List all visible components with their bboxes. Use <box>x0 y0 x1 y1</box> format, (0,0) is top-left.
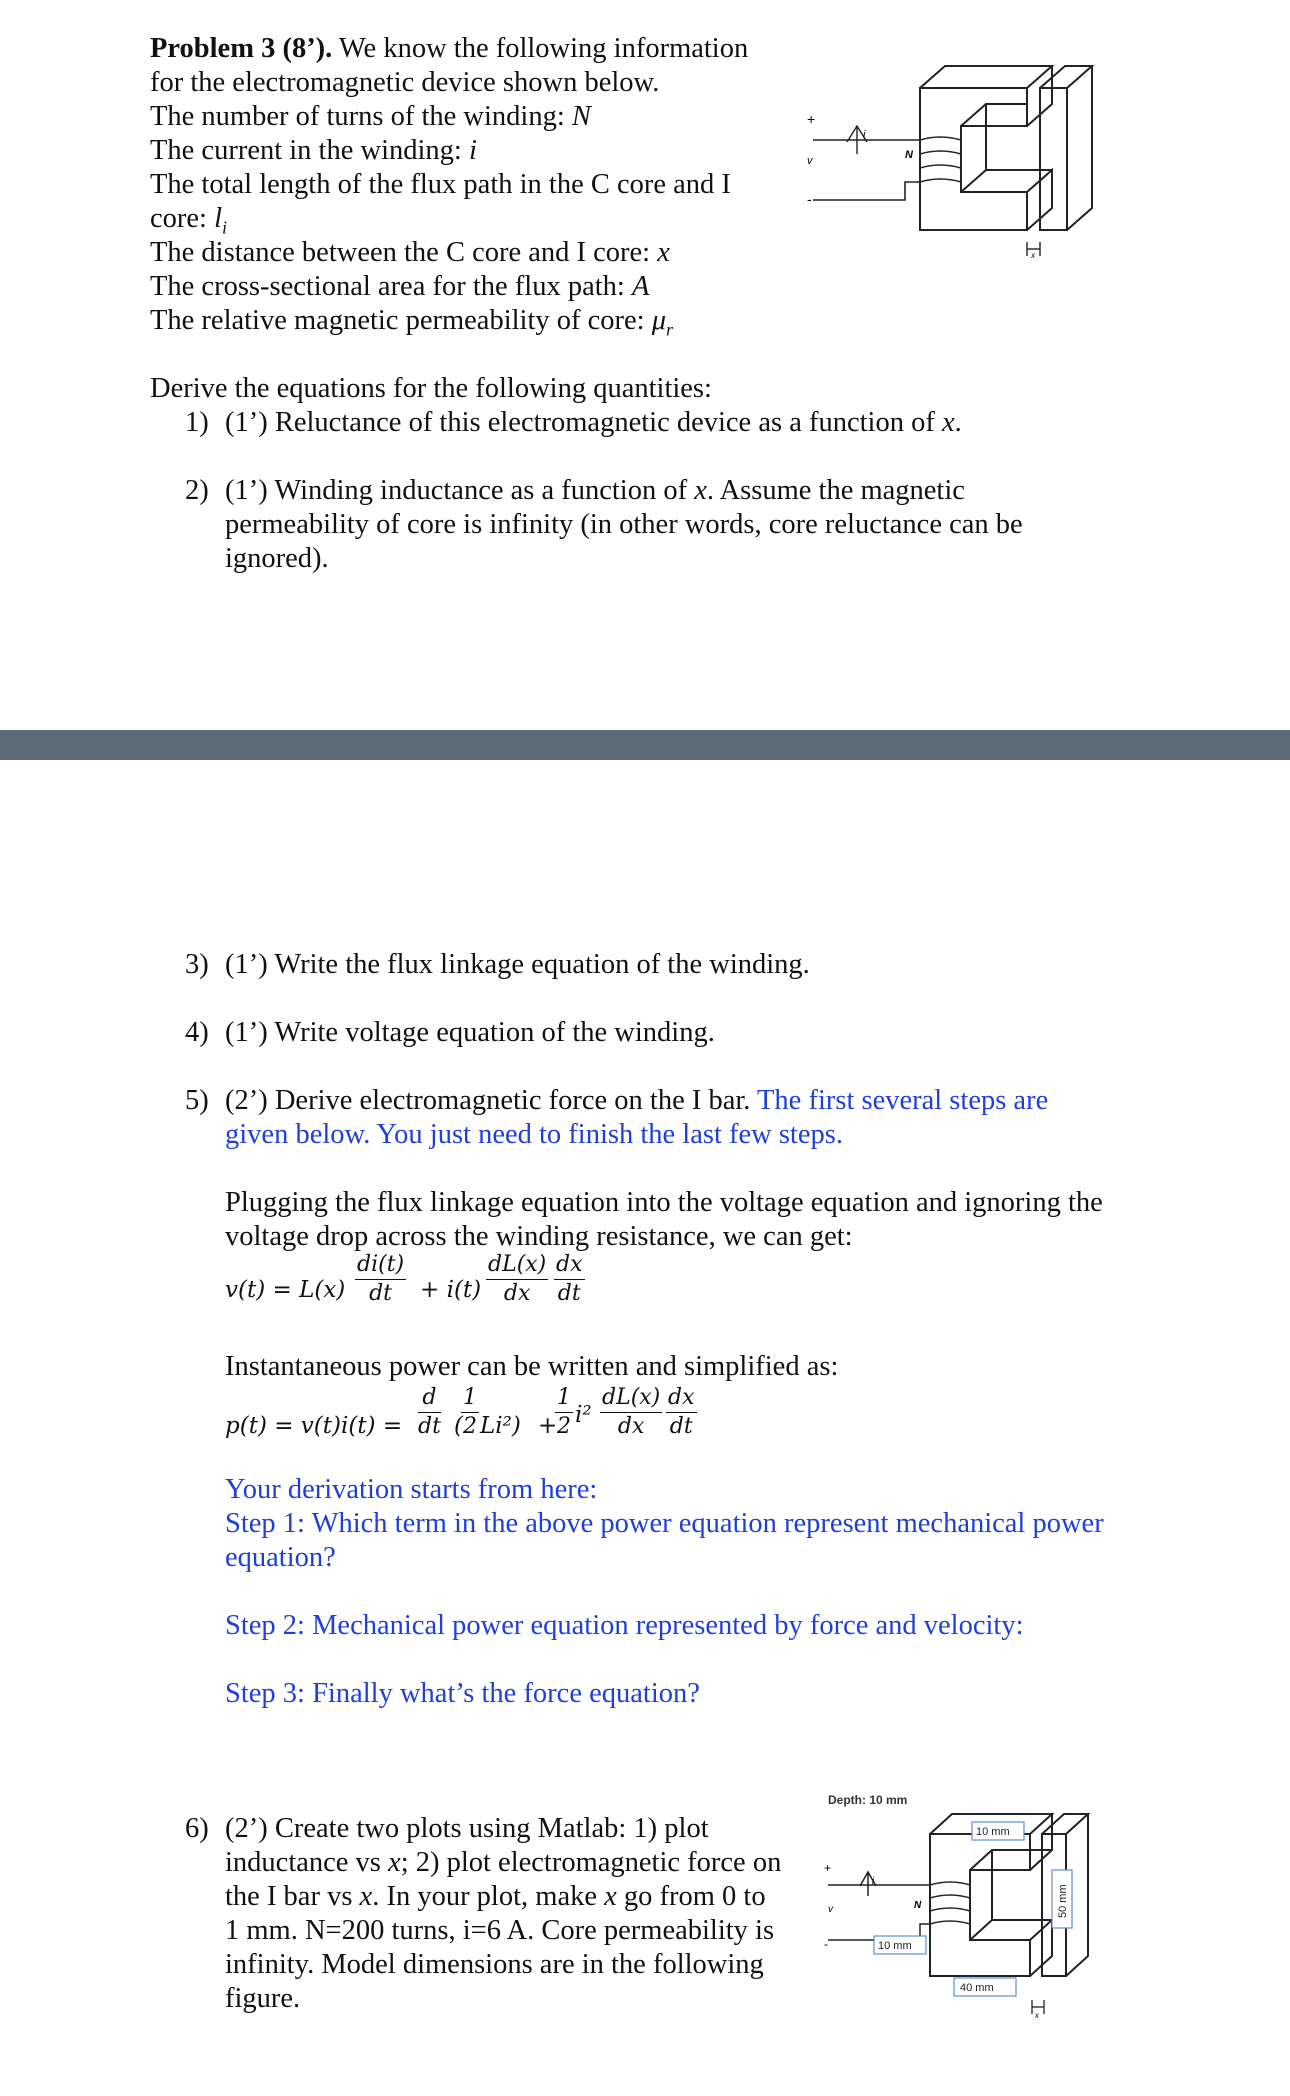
eq1-f3-den: dt <box>557 1281 581 1306</box>
q5-text-a: (2’) Derive electromagnetic force on the I bar. <box>225 1085 758 1116</box>
gap-label: x <box>1031 251 1035 260</box>
minus-terminal-2: - <box>824 1937 828 1951</box>
current-label-2: i <box>872 1876 875 1887</box>
eq1-f3-num: dx <box>554 1251 585 1280</box>
electromagnet-diagram <box>795 30 1135 270</box>
q5-start: Your derivation starts from here: <box>225 1474 598 1505</box>
length-subscript: i <box>222 217 228 238</box>
eq2-f2-num: 1 <box>461 1384 479 1413</box>
distance-symbol: x <box>657 237 670 268</box>
area-label: The cross-sectional area for the flux path: <box>150 271 632 302</box>
eq2-f2-den: 2 <box>463 1414 477 1439</box>
q2-line1b: . Assume the magnetic <box>706 475 965 506</box>
q6-line3 <box>225 1880 766 1914</box>
eq2-f3-num: 1 <box>555 1384 573 1413</box>
q1-x: x <box>941 407 955 438</box>
i-bar-front <box>1040 88 1067 230</box>
distance-line <box>150 236 670 270</box>
current-label-diagram: i <box>863 129 866 141</box>
area-line <box>150 270 649 304</box>
eq2-f4-num: dL(x) <box>600 1384 662 1413</box>
winding-coil <box>813 137 961 200</box>
dim-bottom-label: 40 mm <box>960 1982 994 1994</box>
q3-number: 3) <box>185 949 209 980</box>
q6-number: 6) <box>185 1813 209 1844</box>
q5-step3: Step 3: Finally what’s the force equation? <box>225 1678 700 1709</box>
eq2-frac-half-a <box>461 1384 479 1441</box>
q6-x3: x <box>604 1881 617 1912</box>
q6-line6: figure. <box>225 1983 301 2014</box>
eq1-mid: + i(t) <box>420 1277 482 1303</box>
eq1-lhs: v(t) = L(x) <box>225 1277 346 1303</box>
q2-number: 2) <box>185 475 209 506</box>
q5-text-c: given below. You just need to finish the last few steps. <box>225 1119 843 1150</box>
eq2-paren: ( <box>454 1413 463 1439</box>
turns-symbol: N <box>571 101 591 132</box>
eq2-frac-d-dt <box>418 1384 441 1441</box>
q5-line1 <box>225 1084 1048 1118</box>
q6-line2 <box>225 1846 781 1880</box>
voltage-label: v <box>807 155 813 167</box>
c-core <box>920 66 1052 230</box>
problem-title-line <box>150 32 748 66</box>
problem-intro-1: We know the following information <box>332 33 749 64</box>
turns-label-diagram: N <box>905 149 913 161</box>
q6-line5: infinity. Model dimensions are in the following <box>225 1949 764 1980</box>
c-core-front <box>920 88 1027 230</box>
q6-line3b: . In your plot, make <box>372 1881 605 1912</box>
eq2-lhs: p(t) = v(t)i(t) = <box>225 1413 403 1439</box>
q4-number: 4) <box>185 1017 209 1048</box>
minus-terminal: - <box>807 191 812 207</box>
q5-step1-2: equation? <box>225 1542 336 1573</box>
current-label: The current in the winding: <box>150 135 469 166</box>
eq1-f1-num: di(t) <box>355 1251 406 1280</box>
eq1-frac-dx-dt <box>554 1251 585 1308</box>
q6-line3a: the I bar vs <box>225 1881 360 1912</box>
q5-power-text: Instantaneous power can be written and simplified as: <box>225 1351 839 1382</box>
length-label-1: The total length of the flux path in the C core and I <box>150 169 731 200</box>
eq1-f2-den: dx <box>503 1281 531 1306</box>
q6-x1: x <box>388 1847 401 1878</box>
q6-line2b: ; 2) plot electromagnetic force on <box>400 1847 782 1878</box>
dim-right-label: 50 mm <box>1057 1884 1069 1918</box>
gap-label-2: x <box>1035 2011 1039 2020</box>
q6-line4: 1 mm. N=200 turns, i=6 A. Core permeability is <box>225 1915 775 1946</box>
winding-coil-2 <box>828 1872 970 1940</box>
q6-line1: (2’) Create two plots using Matlab: 1) plot <box>225 1813 709 1844</box>
q1-body: (1’) Reluctance of this electromagnetic device as a function of <box>225 407 942 438</box>
perm-label: The relative magnetic permeability of core: <box>150 305 652 336</box>
turns-label-2: N <box>914 1900 922 1911</box>
eq1-f1-den: dt <box>369 1281 393 1306</box>
eq2-f5-den: dt <box>669 1414 693 1439</box>
eq1-f2-num: dL(x) <box>486 1251 548 1280</box>
dimensioned-diagram <box>820 1790 1120 2026</box>
eq2-plus: + <box>538 1413 558 1439</box>
perm-subscript: r <box>666 319 674 340</box>
i-bar <box>1040 66 1092 230</box>
plus-terminal: + <box>807 111 816 127</box>
eq1-frac-di-dt <box>355 1251 406 1308</box>
q1-number: 1) <box>185 407 209 438</box>
problem-intro-2: for the electromagnetic device shown below. <box>150 67 660 98</box>
current-symbol: i <box>468 135 477 166</box>
eq2-f5-num: dx <box>666 1384 697 1413</box>
derive-heading: Derive the equations for the following quantities: <box>150 373 712 404</box>
current-line <box>150 134 477 168</box>
q2-line2: permeability of core is infinity (in other words, core reluctance can be <box>225 509 1023 540</box>
c-core-top <box>920 66 1052 88</box>
q2-line1 <box>225 474 965 508</box>
q5-step1-1: Step 1: Which term in the above power equation represent mechanical power <box>225 1508 1104 1539</box>
q2-line1a: (1’) Winding inductance as a function of <box>225 475 695 506</box>
q5-text-b: The first several steps are <box>757 1085 1049 1116</box>
q6-line2a: inductance vs <box>225 1847 389 1878</box>
eq2-frac-half-b <box>555 1384 573 1441</box>
perm-symbol: μ <box>651 305 666 336</box>
eq2-f1-den: dt <box>418 1414 441 1439</box>
perm-line <box>150 304 673 347</box>
dim-top-label: 10 mm <box>976 1826 1010 1838</box>
q2-line3: ignored). <box>225 543 329 574</box>
q5-step2: Step 2: Mechanical power equation represented by force and velocity: <box>225 1610 1024 1641</box>
eq2-f1-num: d <box>418 1384 441 1413</box>
eq2-li2: Li²) <box>480 1413 521 1439</box>
c-core-depth <box>961 66 1052 230</box>
dim-left-label: 10 mm <box>878 1940 912 1952</box>
plus-terminal-2: + <box>824 1861 832 1875</box>
eq2-f3-den: 2 <box>557 1414 571 1439</box>
q2-x: x <box>694 475 707 506</box>
depth-label: Depth: 10 mm <box>828 1793 908 1807</box>
q5-number: 5) <box>185 1085 209 1116</box>
eq2-frac-dl-dx <box>600 1384 662 1441</box>
q3-text: (1’) Write the flux linkage equation of the winding. <box>225 949 810 980</box>
length-label-2: core: <box>150 203 215 234</box>
q5-plug-1: Plugging the flux linkage equation into the voltage equation and ignoring the <box>225 1187 1103 1218</box>
eq2-f4-den: dx <box>617 1414 645 1439</box>
q1-end: . <box>954 407 962 438</box>
area-symbol: A <box>631 271 650 302</box>
q1-text <box>225 406 962 440</box>
voltage-label-2: v <box>828 1904 833 1915</box>
eq1-frac-dl-dx <box>486 1251 548 1308</box>
page-separator <box>0 730 1290 760</box>
eq2-i2: i² <box>575 1402 592 1428</box>
eq2-frac-dx-dt <box>666 1384 697 1441</box>
distance-label: The distance between the C core and I core: <box>150 237 658 268</box>
q6-line3c: go from 0 to <box>616 1881 766 1912</box>
problem-title: Problem 3 (8’). <box>150 33 333 64</box>
q6-x2: x <box>359 1881 373 1912</box>
turns-line <box>150 100 591 134</box>
q5-plug-2: voltage drop across the winding resistance, we can get: <box>225 1221 853 1252</box>
turns-label: The number of turns of the winding: <box>150 101 572 132</box>
q4-text: (1’) Write voltage equation of the winding. <box>225 1017 715 1048</box>
length-symbol: l <box>214 203 223 234</box>
